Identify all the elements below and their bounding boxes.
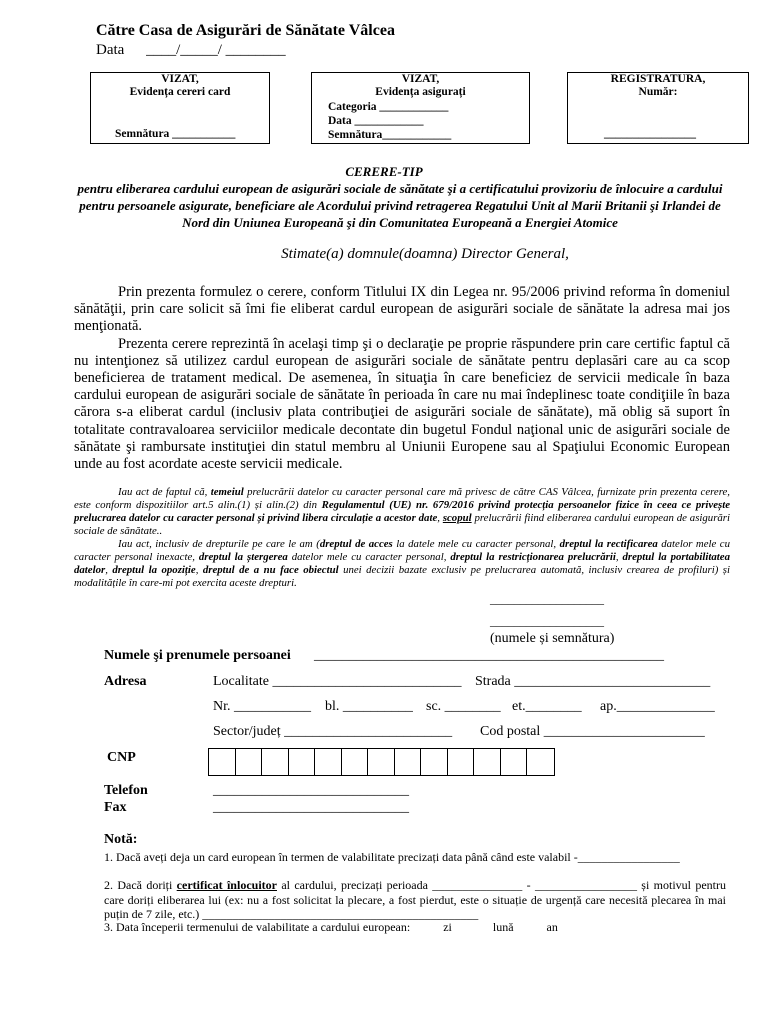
nr-field[interactable]: Nr. ___________ bbox=[213, 699, 311, 714]
date-field[interactable]: ____/_____/ ________ bbox=[146, 42, 286, 58]
bl-field[interactable]: bl. __________ bbox=[325, 699, 413, 714]
fax-label: Fax bbox=[104, 800, 127, 815]
sc-field[interactable]: sc. ________ bbox=[426, 699, 501, 714]
body-paragraph-1: Prin prezenta formulez o cerere, conform Titlului IX din Legea nr. 95/2006 privind reforma în domeniul sănătăţii, prin care solicit să îmi fie eliberat cardul european de asigurări sociale de sănătate la adresa mai jos menţionată. bbox=[74, 284, 730, 335]
note-3-text: 3. Data începerii termenului de valabilitate a cardului european: bbox=[104, 920, 411, 934]
box2-vizat: VIZAT, bbox=[401, 73, 440, 85]
note-2: 2. Dacă doriți certificat înlocuitor al cardului, precizați perioada _______________ - _________________ și motivul pentru care doriți eliberarea lui (ex: nu a fost solicitat la plecare, a fost pierdut, este o situație de urgență care necesită plecarea în mai puțin de 7 zile, etc.) ______________________________________________ bbox=[104, 878, 726, 921]
cnp-digit-box[interactable] bbox=[448, 749, 475, 775]
fax-field[interactable]: ____________________________ bbox=[213, 800, 409, 815]
cnp-digit-box[interactable] bbox=[315, 749, 342, 775]
cnp-digit-box[interactable] bbox=[421, 749, 448, 775]
box2-data[interactable]: Data ____________ bbox=[328, 115, 424, 127]
strada-field[interactable]: Strada ____________________________ bbox=[475, 674, 711, 689]
address-label: Adresa bbox=[104, 674, 147, 689]
et-field[interactable]: et.________ bbox=[512, 699, 582, 714]
cnp-digit-box[interactable] bbox=[289, 749, 316, 775]
gdpr-notice bbox=[74, 486, 730, 590]
body-paragraph-2: Prezenta cerere reprezintă în acelaşi timp şi o declaraţie pe proprie răspundere prin care certific faptul că nu intenţionez să utilizez cardul european de asigurări sociale de sănătate pentru deplasări care au ca scop beneficierea de tratament medical. De asemenea, în situaţia în care beneficiez de servicii medicale în baza cardului european de asigurări sociale de sănătate în perioada în care nu mai îndeplinesc toate condiţiile în baza cărora s-a eliberat cardul (inclusiv plata contribuţiei de asigurări sociale de sănătate), mă oblig să suport în totalitate contravaloarea serviciilor medicale decontate din bugetul Fondul naţional unic de asigurări sociale de sănătate şi rambursate instituţiei din statul membru al Uniunii Europene sau al Spaţiului Economic European unde au fost acordate aceste servicii medicale. bbox=[74, 335, 730, 473]
note-3-an: an bbox=[546, 920, 558, 934]
date-label: Data bbox=[96, 42, 125, 58]
cnp-digit-box[interactable] bbox=[209, 749, 236, 775]
document-recipient: Către Casa de Asigurări de Sănătate Vâlcea bbox=[96, 22, 395, 39]
box2-caption: Evidența asigurați bbox=[375, 86, 466, 98]
box3-number-field[interactable]: ________________ bbox=[604, 128, 696, 140]
cnp-digit-box[interactable] bbox=[368, 749, 395, 775]
sector-field[interactable]: Sector/județ ________________________ bbox=[213, 724, 453, 739]
note-3 bbox=[104, 920, 558, 935]
cnp-digit-box[interactable] bbox=[474, 749, 501, 775]
name-label: Numele şi prenumele persoanei bbox=[104, 648, 291, 663]
box3-numar-label: Număr: bbox=[638, 86, 678, 98]
cnp-digit-box[interactable] bbox=[342, 749, 369, 775]
salutation: Stimate(a) domnule(doamna) Director General, bbox=[281, 246, 569, 262]
cnp-boxes[interactable] bbox=[208, 748, 555, 776]
signature-caption: (numele și semnătura) bbox=[490, 631, 615, 646]
cnp-digit-box[interactable] bbox=[395, 749, 422, 775]
form-title: CERERE-TIP bbox=[345, 164, 423, 179]
body-text bbox=[74, 284, 730, 473]
box1-caption: Evidența cereri card bbox=[129, 86, 231, 98]
box2-semnatura[interactable]: Semnătura____________ bbox=[328, 129, 452, 141]
box1-vizat: VIZAT, bbox=[161, 73, 199, 85]
gdpr-paragraph-2: Iau act, inclusiv de drepturile pe care le am (dreptul de acces la datele mele cu caracter personal, dreptul la rectificarea datelor mele cu caracter personal inexacte, dreptul la ștergerea datelor mele cu caracter personal, dreptul la restricționarea prelucrării, dreptul la portabilitatea datelor, dreptul la opoziție, dreptul de a nu face obiectul unei decizii bazate exclusiv pe prelucrarea automată, inclusiv crearea de profiluri) și modalitățile în care-mi pot exercita aceste drepturi. bbox=[74, 538, 730, 589]
cnp-label: CNP bbox=[107, 750, 136, 765]
form-subtitle: pentru eliberarea cardului european de asigurări sociale de sănătate şi a certificatului provizoriu de înlocuire a cardului pentru persoanele asigurate, beneficiare ale Acordului privind retragerea Regatului Unit al Marii Britanii şi Irlandei de Nord din Uniunea Europeană şi din Comunitatea Europeană a Energiei Atomice bbox=[77, 181, 723, 230]
box1-signature[interactable]: Semnătura ___________ bbox=[115, 128, 236, 140]
signature-line-1[interactable]: ___________________ bbox=[490, 592, 604, 606]
notes-title: Notă: bbox=[104, 832, 138, 847]
date-line bbox=[96, 42, 286, 59]
box-registratura bbox=[567, 72, 749, 144]
cod-postal-field[interactable]: Cod postal _______________________ bbox=[480, 724, 705, 739]
ap-field[interactable]: ap.______________ bbox=[600, 699, 715, 714]
note-3-zi: zi bbox=[443, 920, 452, 934]
box3-title: REGISTRATURA, bbox=[610, 73, 706, 85]
gdpr-paragraph-1: Iau act de faptul că, temeiul prelucrării datelor cu caracter personal care mă privesc de către CAS Vâlcea, furnizate prin prezenta cerere, este conform dispozitiilor art.5 alin.(1) și alin.(2) din Regulamentul (UE) nr. 679/2016 privind protecția persoanelor fizice în ceea ce privește prelucrarea datelor cu caracter personal și privind libera circulație a acestor date, scopul prelucrării fiind eliberarea cardului european de asigurări sociale de sănătate.. bbox=[74, 486, 731, 537]
telefon-field[interactable]: ____________________________ bbox=[213, 783, 409, 798]
cnp-digit-box[interactable] bbox=[236, 749, 263, 775]
cnp-digit-box[interactable] bbox=[527, 749, 554, 775]
cnp-digit-box[interactable] bbox=[262, 749, 289, 775]
box-asigurati bbox=[311, 72, 530, 144]
box-cereri-card bbox=[90, 72, 270, 144]
localitate-field[interactable]: Localitate ___________________________ bbox=[213, 674, 462, 689]
note-3-luna: lună bbox=[492, 920, 514, 934]
name-field[interactable]: __________________________________________________ bbox=[314, 648, 664, 663]
note-1: 1. Dacă aveți deja un card european în termen de valabilitate precizați data până când este valabil -_________________ bbox=[104, 850, 680, 864]
cnp-digit-box[interactable] bbox=[501, 749, 528, 775]
telefon-label: Telefon bbox=[104, 783, 148, 798]
signature-line-2[interactable]: ___________________ bbox=[490, 614, 604, 628]
box2-categoria[interactable]: Categoria ____________ bbox=[328, 101, 449, 113]
